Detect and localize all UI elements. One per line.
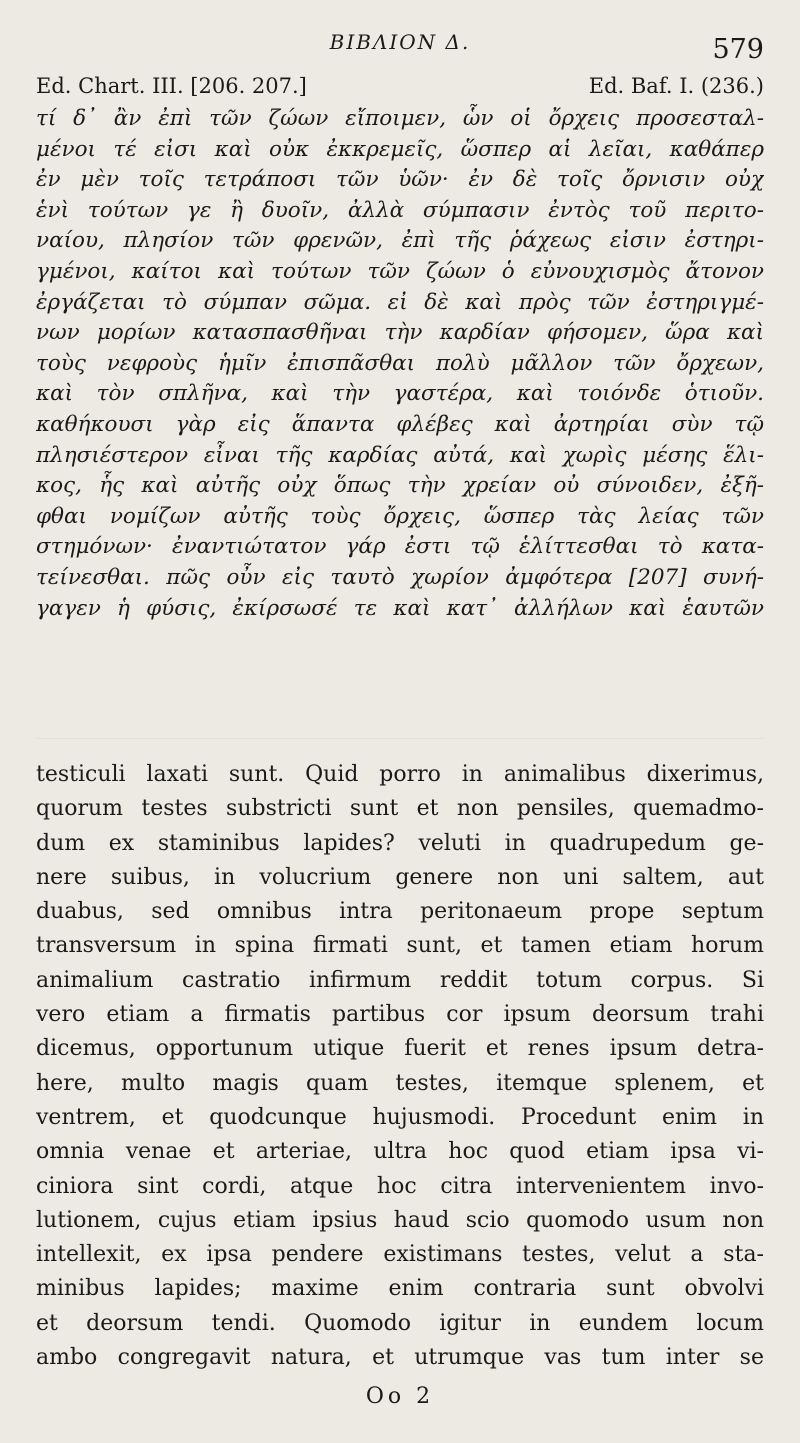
greek-line: τείνεσθαι. πῶς οὖν εἰς ταυτὸ χωρίον ἀμφότερα [207] συνή-	[36, 564, 764, 590]
latin-line: vero etiam a firmatis partibus cor ipsum deorsum trahi	[36, 1002, 764, 1028]
latin-line: ciniora sint cordi, atque hoc citra intervenientem invo-	[36, 1173, 764, 1199]
greek-line: ναίου, πλησίον τῶν φρενῶν, ἐπὶ τῆς ῥάχεως εἰσιν ἐστηρι-	[36, 228, 764, 254]
greek-line: ἑνὶ τούτων γε ἢ δυοῖν, ἀλλὰ σύμπασιν ἐντὸς τοῦ περιτο-	[36, 197, 764, 223]
latin-line: animalium castratio infirmum reddit totum corpus. Si	[36, 967, 764, 993]
latin-line: dum ex staminibus lapides? veluti in quadrupedum ge-	[36, 830, 764, 856]
greek-line: γαγεν ἡ φύσις, ἐκίρσωσέ τε καὶ κατ᾽ ἀλλήλων καὶ ἑαυτῶν	[36, 595, 764, 621]
latin-line: quorum testes substricti sunt et non pensiles, quemadmo-	[36, 796, 764, 822]
signature-mark: Oo 2	[365, 1384, 435, 1409]
greek-line: στημόνων· ἐναντιώτατον γάρ ἐστι τῷ ἑλίττεσθαι τὸ κατα-	[36, 534, 764, 560]
greek-line: ἐργάζεται τὸ σύμπαν σῶμα. εἰ δὲ καὶ πρὸς τῶν ἐστηριγμέ-	[36, 289, 764, 315]
show-through-divider	[36, 738, 764, 739]
latin-line: omnia venae et arteriae, ultra hoc quod etiam ipsa vi-	[36, 1139, 764, 1165]
running-head: BIBΛΙΟΝ Δ.	[329, 30, 471, 54]
latin-line: minibus lapides; maxime enim contraria sunt obvolvi	[36, 1276, 764, 1302]
greek-line: γμένοι, καίτοι καὶ τούτων τῶν ζώων ὁ εὐνουχισμὸς ἄτονον	[36, 258, 764, 284]
latin-text-block	[36, 758, 764, 1375]
greek-line: κος, ἧς καὶ αὐτῆς οὐχ ὅπως τὴν χρείαν οὐ σύνοιδεν, ἐξῆ-	[36, 473, 764, 499]
edition-basel-ref: Ed. Baf. I. (236.)	[588, 74, 764, 98]
greek-line: ἐν μὲν τοῖς τετράποσι τῶν ὑῶν· ἐν δὲ τοῖς ὄρνισιν οὐχ	[36, 167, 764, 193]
greek-line: καθήκουσι γὰρ εἰς ἅπαντα φλέβες καὶ ἀρτηρίαι σὺν τῷ	[36, 411, 764, 437]
greek-line: νων μορίων κατασπασθῆναι τὴν καρδίαν φήσομεν, ὥρα καὶ	[36, 320, 764, 346]
latin-line: intellexit, ex ipsa pendere existimans testes, velut a sta-	[36, 1242, 764, 1268]
greek-line: φθαι νομίζων αὐτῆς τοὺς ὄρχεις, ὥσπερ τὰς λείας τῶν	[36, 503, 764, 529]
latin-line: lutionem, cujus etiam ipsius haud scio quomodo usum non	[36, 1207, 764, 1233]
latin-line: ambo congregavit natura, et utrumque vas tum inter se	[36, 1345, 764, 1371]
greek-text-block	[36, 104, 764, 624]
latin-line: duabus, sed omnibus intra peritonaeum prope septum	[36, 899, 764, 925]
greek-line: μένοι τέ εἰσι καὶ οὐκ ἐκκρεμεῖς, ὥσπερ αἱ λεῖαι, καθάπερ	[36, 136, 764, 162]
greek-line: καὶ τὸν σπλῆνα, καὶ τὴν γαστέρα, καὶ τοιόνδε ὁτιοῦν.	[36, 381, 764, 407]
edition-chartier-ref: Ed. Chart. III. [206. 207.]	[36, 74, 307, 98]
page-number: 579	[712, 34, 764, 65]
greek-line: πλησιέστερον εἶναι τῆς καρδίας αὐτά, καὶ χωρὶς μέσης ἕλι-	[36, 442, 764, 468]
greek-line: τί δ᾽ ἂν ἐπὶ τῶν ζώων εἴποιμεν, ὧν οἱ ὄρχεις προσεσταλ-	[36, 106, 764, 131]
latin-line: ventrem, et quodcunque hujusmodi. Procedunt enim in	[36, 1104, 764, 1130]
latin-line: nere suibus, in volucrium genere non uni saltem, aut	[36, 864, 764, 890]
edition-reference-line	[36, 74, 764, 104]
latin-line: testiculi laxati sunt. Quid porro in animalibus dixerimus,	[36, 762, 764, 787]
greek-line: τοὺς νεφροὺς ἡμῖν ἐπισπᾶσθαι πολὺ μᾶλλον τῶν ὄρχεων,	[36, 350, 764, 376]
latin-line: dicemus, opportunum utique fuerit et renes ipsum detra-	[36, 1036, 764, 1062]
latin-line: transversum in spina firmati sunt, et tamen etiam horum	[36, 933, 764, 959]
latin-line: here, multo magis quam testes, itemque splenem, et	[36, 1070, 764, 1096]
latin-line: et deorsum tendi. Quomodo igitur in eundem locum	[36, 1310, 764, 1336]
